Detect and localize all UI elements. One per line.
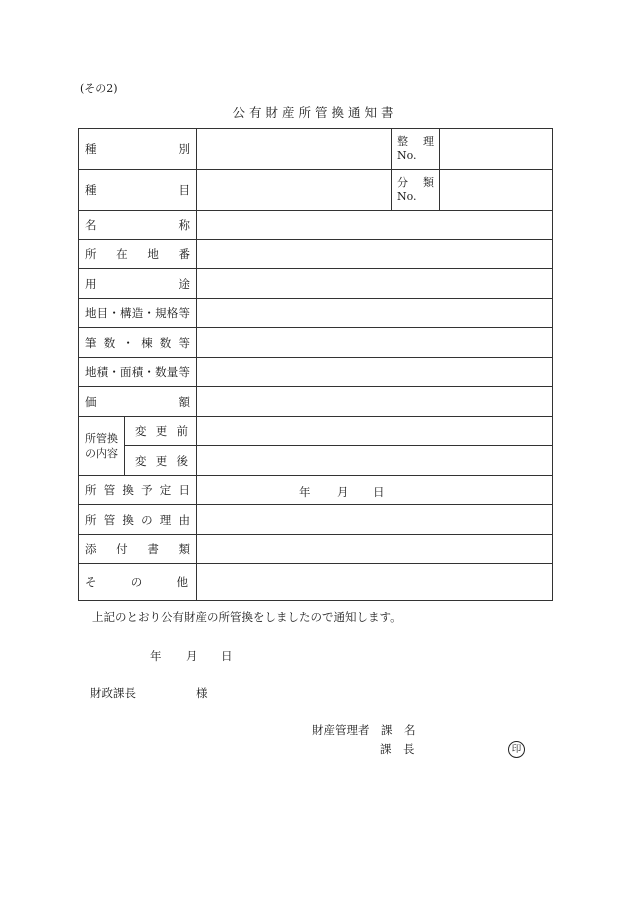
notification-form-table: [78, 128, 553, 601]
field-riyu[interactable]: [197, 505, 553, 535]
document-title: 公有財産所管換通知書: [232, 105, 398, 120]
label-riyu: 所管換の理由: [79, 505, 197, 535]
label-chiseki: 地積・面積・数量等: [79, 358, 197, 387]
field-bunrui-no[interactable]: [440, 170, 553, 211]
field-hissu[interactable]: [197, 328, 553, 358]
label-seiri-no: [392, 129, 440, 170]
label-chimoku: 地目・構造・規格等: [79, 299, 197, 328]
issue-date-nen: 年: [150, 649, 162, 663]
field-kakaku[interactable]: [197, 387, 553, 417]
field-sonota[interactable]: [197, 564, 553, 601]
label-shozai: 所在地番: [79, 240, 197, 269]
field-tenpu[interactable]: [197, 535, 553, 564]
notification-statement: 上記のとおり公有財産の所管換をしましたので通知します。: [92, 610, 402, 624]
form-number: (その2): [80, 82, 118, 95]
label-bunrui-no: [392, 170, 440, 211]
addressee-honorific: 様: [196, 686, 208, 700]
section-chief: 課 長: [380, 742, 415, 756]
label-bunrui: 分 類: [397, 176, 434, 189]
field-chiseki[interactable]: [197, 358, 553, 387]
field-yoto[interactable]: [197, 269, 553, 299]
issue-date-tsuki: 月: [186, 649, 198, 663]
manager-section-name: 財産管理者 課 名: [312, 723, 416, 737]
field-seiri-no[interactable]: [440, 129, 553, 170]
label-seiri: 整 理: [397, 135, 434, 148]
label-meisho: 名 称: [79, 211, 197, 240]
label-henkogo: 変更後: [125, 446, 197, 476]
label-seiri-no-text: No.: [397, 149, 417, 162]
label-kakaku: 価 額: [79, 387, 197, 417]
field-shumoku[interactable]: [197, 170, 392, 211]
label-hissu: 筆数・棟数等: [79, 328, 197, 358]
yoteibi-tsuki: 月: [337, 485, 349, 499]
field-shubetsu[interactable]: [197, 129, 392, 170]
field-meisho[interactable]: [197, 211, 553, 240]
label-yoteibi: 所管換予定日: [79, 476, 197, 505]
field-henkogo[interactable]: [197, 446, 553, 476]
addressee: 財政課長: [90, 686, 136, 700]
label-henkomae: 変更前: [125, 417, 197, 446]
field-shozai[interactable]: [197, 240, 553, 269]
label-bunrui-no-text: No.: [397, 190, 417, 203]
label-shubetsu: 種 別: [79, 129, 197, 170]
yoteibi-hi: 日: [373, 485, 385, 499]
seal-icon: 印: [508, 741, 525, 758]
label-sonota: その他: [79, 564, 197, 601]
label-yoto: 用 途: [79, 269, 197, 299]
field-yoteibi[interactable]: [197, 476, 553, 505]
label-naiyo: 所管換の内容: [79, 417, 125, 476]
yoteibi-nen: 年: [299, 485, 311, 499]
issue-date-hi: 日: [221, 649, 233, 663]
label-shumoku: 種 目: [79, 170, 197, 211]
label-tenpu: 添付書類: [79, 535, 197, 564]
field-henkomae[interactable]: [197, 417, 553, 446]
field-chimoku[interactable]: [197, 299, 553, 328]
